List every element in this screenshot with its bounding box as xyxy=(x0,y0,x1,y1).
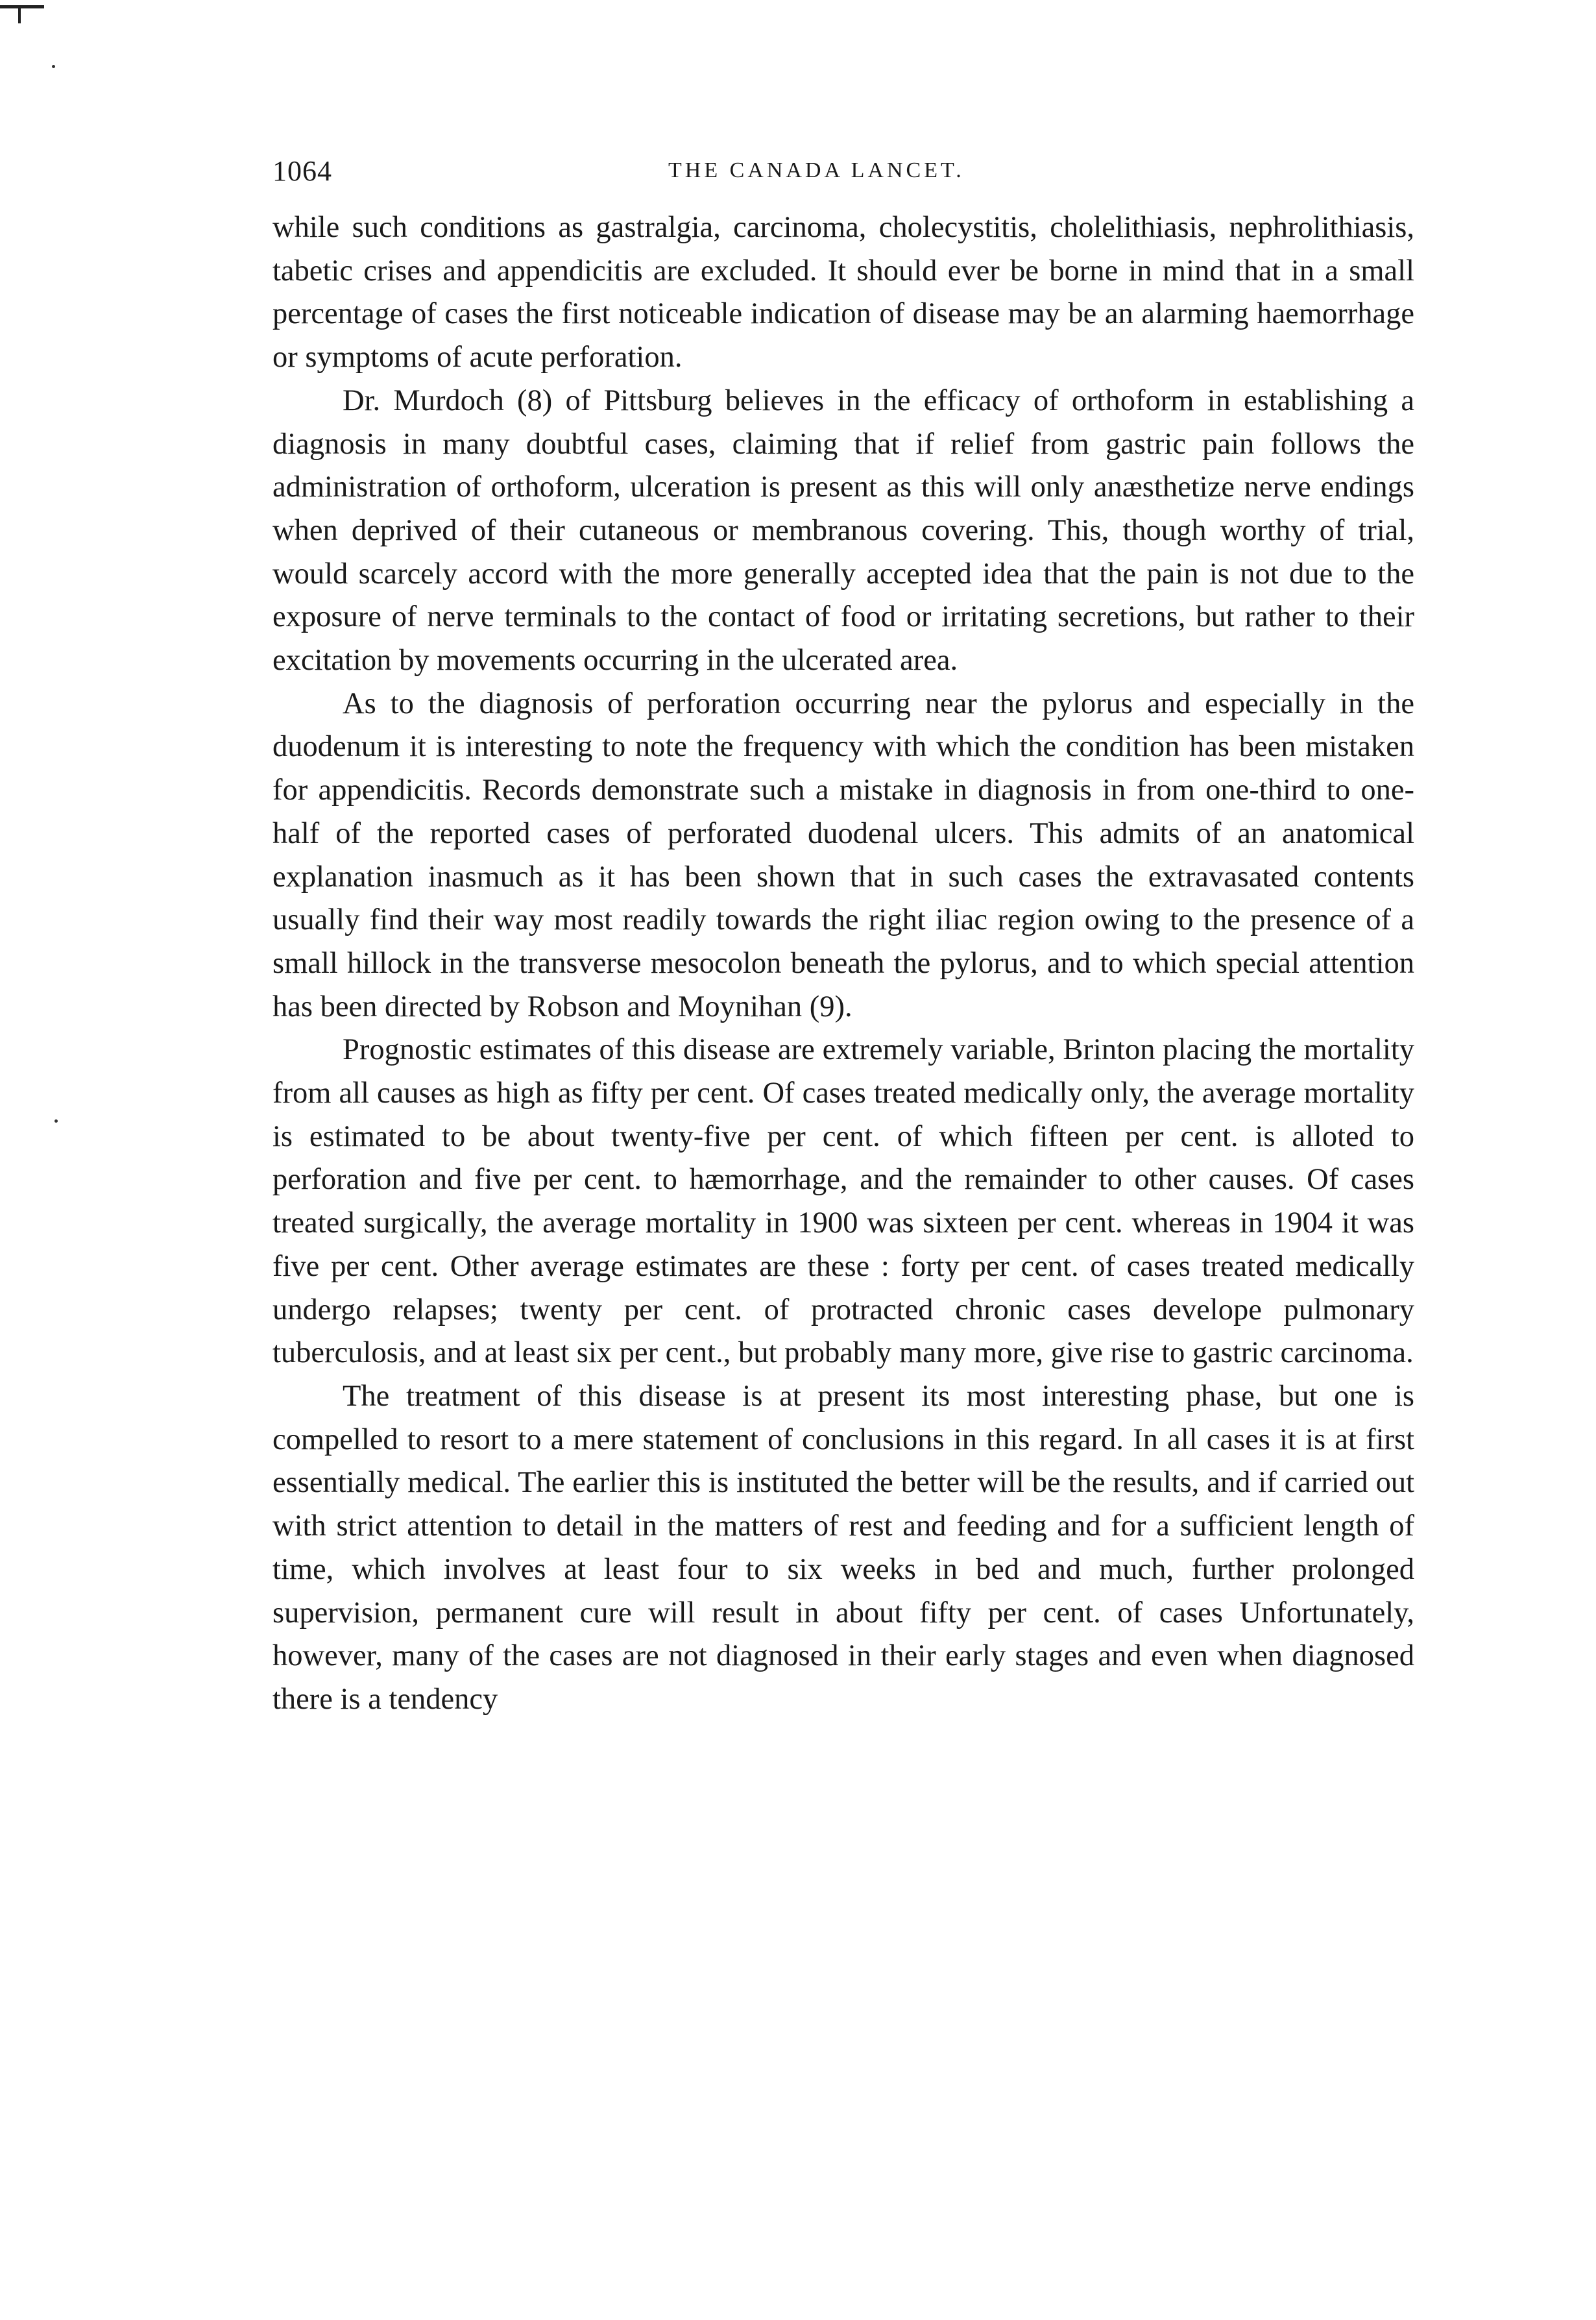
paragraph-treatment: The treatment of this disease is at present its most interesting phase, but one is compelled to resort to a mere statement of conclusions in this regard. In all cases it is at first essentially medical. The earlier this is instituted the better will be the results, and if carried out with strict attention to detail in the matters of rest and feeding and for a sufficient length of time, which involves at least four to six weeks in bed and much, further prolonged supervision, permanent cure will result in about fifty per cent. of cases Unfortunately, however, many of the cases are not diagnosed in their early stages and even when diagnosed there is a tendency xyxy=(272,1379,1414,1716)
scan-mark xyxy=(0,5,44,8)
article-body xyxy=(272,206,1414,1722)
scan-speck xyxy=(52,65,55,68)
paragraph-perforation-diagnosis: As to the diagnosis of perforation occurring near the pylorus and especially in the duodenum it is interesting to note the frequency with which the condition has been mistaken for appendicitis. Records demonstrate such a mistake in diagnosis in from one-third to one-half of the reported cases of perforated duodenal ulcers. This admits of an anatomical explanation inasmuch as it has been shown that in such cases the extravasated contents usually find their way most readily towards the right iliac region owing to the presence of a small hillock in the transverse mesocolon beneath the pylorus, and to which special attention has been directed by Robson and Moynihan (9). xyxy=(272,687,1414,1023)
paragraph-continuation: while such conditions as gastralgia, carcinoma, cholecystitis, cholelithiasis, nephrolithiasis, tabetic crises and appendicitis are excluded. It should ever be borne in mind that in a small percentage of cases the first noticeable indication of disease may be an alarming haemorrhage or symptoms of acute perforation. xyxy=(272,211,1414,374)
scan-mark-tick xyxy=(18,6,21,23)
page-header xyxy=(272,154,1414,193)
running-title: THE CANADA LANCET. xyxy=(668,158,965,182)
paragraph-prognosis: Prognostic estimates of this disease are extremely variable, Brinton placing the mortality from all causes as high as fifty per cent. Of cases treated medically only, the average mortality is estimated to be about twenty-five per cent. of which fifteen per cent. is alloted to perforation and five per cent. to hæmorrhage, and the remainder to other causes. Of cases treated surgically, the average mortality in 1900 was sixteen per cent. whereas in 1904 it was five per cent. Other average estimates are these : forty per cent. of cases treated medically undergo relapses; twenty per cent. of protracted chronic cases develope pulmonary tuberculosis, and at least six per cent., but probably many more, give rise to gastric carcinoma. xyxy=(272,1033,1414,1370)
scan-speck xyxy=(54,1119,58,1123)
paragraph-orthoform: Dr. Murdoch (8) of Pittsburg believes in the efficacy of orthoform in establishing a diagnosis in many doubtful cases, claiming that if relief from gastric pain follows the administration of orthoform, ulceration is present as this will only anæsthetize nerve endings when deprived of their cutaneous or membranous covering. This, though worthy of trial, would scarcely accord with the more generally accepted idea that the pain is not due to the exposure of nerve terminals to the contact of food or irritating secretions, but rather to their excitation by movements occurring in the ulcerated area. xyxy=(272,384,1414,678)
page-number: 1064 xyxy=(272,155,332,187)
